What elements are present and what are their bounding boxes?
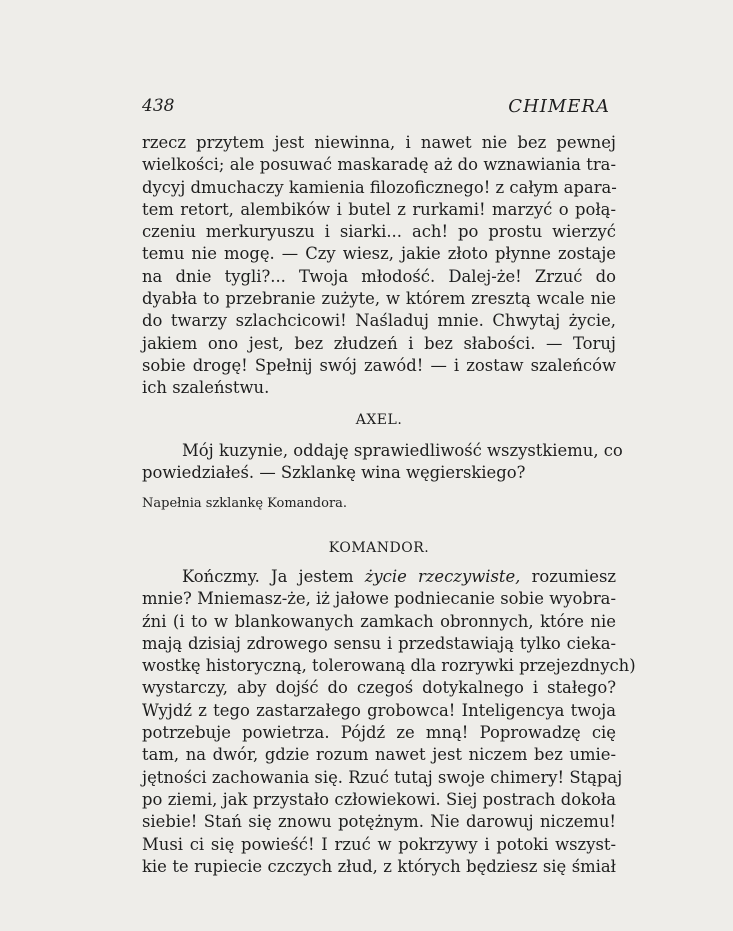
text-line: do twarzy szlachcicowi! Naśladuj mnie. Chwytaj życie, xyxy=(142,311,616,331)
running-title: CHIMERA xyxy=(508,96,610,117)
text-line: źni (i to w blankowanych zamkach obronnych, które nie xyxy=(142,611,616,631)
text-line: wystarczy, aby dojść do czegoś dotykalnego i stałego? xyxy=(142,678,616,698)
text-line: czeniu merkuryuszu i siarki... ach! po prostu wierzyć xyxy=(142,222,616,242)
text-segment: Kończmy. Ja jestem xyxy=(182,567,354,586)
text-line: po ziemi, jak przystało człowiekowi. Siej postrach dokoła xyxy=(142,789,616,809)
text-line: potrzebuje powietrza. Pójdź ze mną! Poprowadzę cię xyxy=(142,723,616,743)
text-line: mnie? Mniemasz-że, iż jałowe podniecanie sobie wyobra- xyxy=(142,589,616,609)
text-line: dyabła to przebranie zużyte, w którem zresztą wcale nie xyxy=(142,289,616,309)
text-line: wostkę historyczną, tolerowaną dla rozrywki przejezdnych) xyxy=(142,656,636,676)
text-line: tam, na dwór, gdzie rozum nawet jest niczem bez umie- xyxy=(142,745,616,765)
text-line: kie te rupiecie czczych złud, z których będziesz się śmiał xyxy=(142,856,616,876)
paragraph-1 xyxy=(142,132,616,400)
text-line: na dnie tygli?... Twoja młodość. Dalej-że! Zrzuć do xyxy=(142,266,616,286)
text-line: wielkości; ale posuwać maskaradę aż do wznawiania tra- xyxy=(142,155,616,175)
speaker-axel: AXEL. xyxy=(355,412,403,428)
stage-direction: Napełnia szklankę Komandora. xyxy=(142,496,348,511)
text-line: temu nie mogę. — Czy wiesz, jakie złoto płynne zostaje xyxy=(142,244,616,264)
text-line: Mój kuzynie, oddaję sprawiedliwość wszystkiemu, co xyxy=(182,441,623,460)
page-number: 438 xyxy=(142,96,175,116)
paragraph-3 xyxy=(142,566,636,878)
text-line: jętności zachowania się. Rzuć tutaj swoje chimery! Stąpaj xyxy=(142,767,623,787)
text-line: mają dzisiaj zdrowego sensu i przedstawiają tylko cieka- xyxy=(142,633,616,653)
paragraph-2 xyxy=(142,440,623,485)
speaker-komandor: KOMANDOR. xyxy=(328,540,430,556)
text-line: Musi ci się powieść! I rzuć w pokrzywy i potoki wszyst- xyxy=(142,834,616,854)
text-line: sobie drogę! Spełnij swój zawód! — i zostaw szaleńców xyxy=(142,355,616,375)
text-line: ich szaleństwu. xyxy=(142,378,270,398)
page-header xyxy=(142,96,610,120)
text-line: siebie! Stań się znowu potężnym. Nie darowuj niczemu! xyxy=(142,812,616,832)
text-segment: rozumiesz xyxy=(531,567,616,586)
text-line: powiedziałeś. — Szklankę wina węgierskiego? xyxy=(142,463,526,483)
emphasized-text: życie rzeczywiste, xyxy=(364,567,521,586)
text-line: jakiem ono jest, bez złudzeń i bez słabości. — Toruj xyxy=(142,333,616,353)
text-line: Wyjdź z tego zastarzałego grobowca! Inteligencya twoja xyxy=(142,700,616,720)
text-line-first xyxy=(142,566,616,588)
text-line: rzecz przytem jest niewinna, i nawet nie bez pewnej xyxy=(142,133,616,152)
text-line: tem retort, alembików i butel z rurkami! marzyć o połą- xyxy=(142,199,616,219)
text-line: dycyj dmuchaczy kamienia filozoficznego! z całym apara- xyxy=(142,177,617,197)
